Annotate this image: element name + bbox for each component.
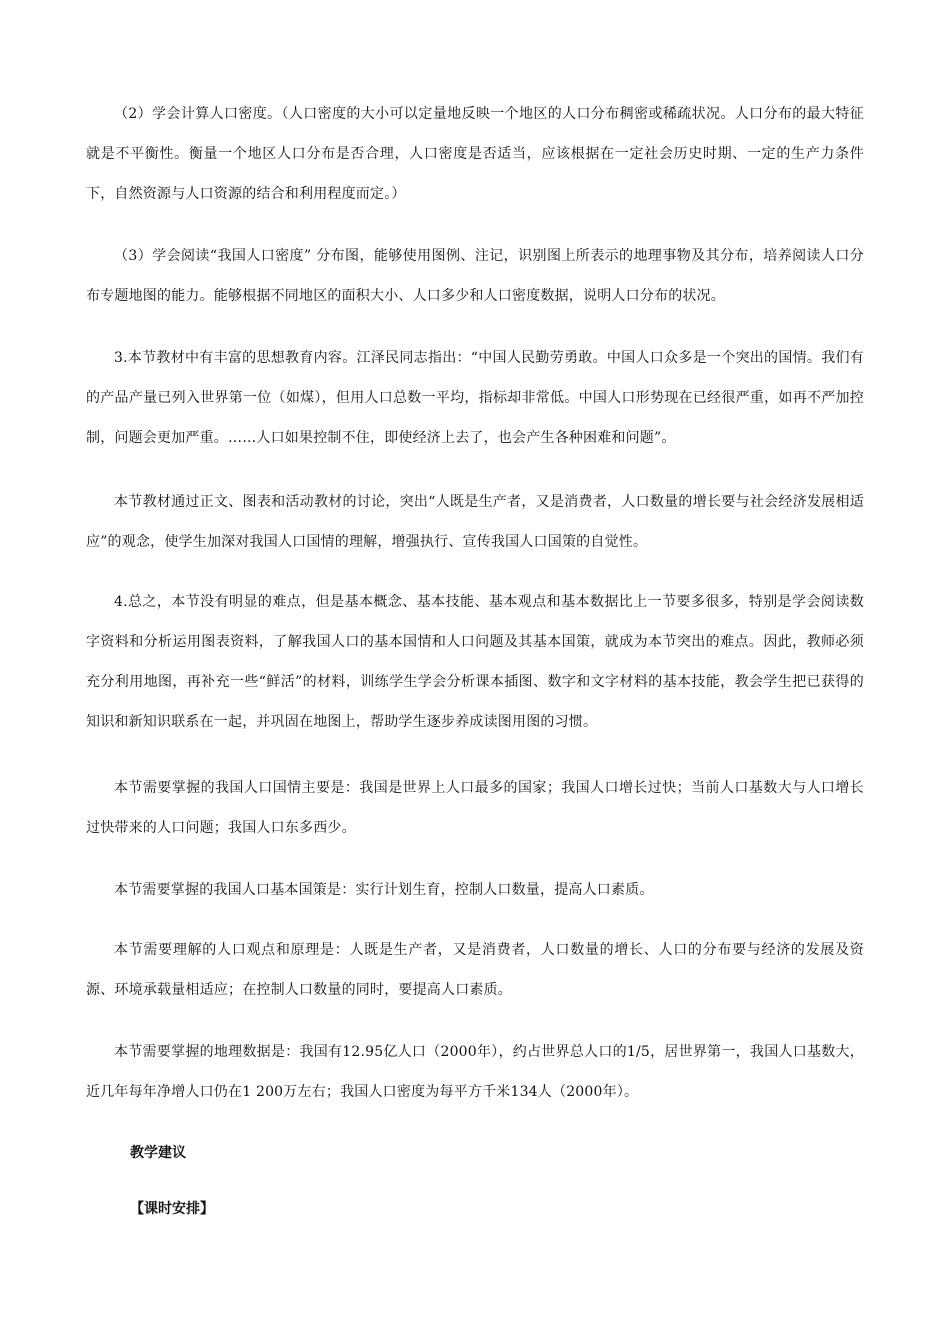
paragraph-textbook-concept: 本节教材通过正文、图表和活动教材的讨论，突出“人既是生产者，又是消费者，人口数量的增长要与社会经济发展相适应”的观念，使学生加深对我国人口国情的理解，增强执行、宣传我国人口国策的自觉性。 (86, 494, 864, 550)
heading-teaching-suggestion: 教学建议 (130, 1145, 186, 1161)
paragraph-national-conditions: 本节需要掌握的我国人口国情主要是：我国是世界上人口最多的国家；我国人口增长过快；当前人口基数大与人口增长过快带来的人口问题；我国人口东多西少。 (86, 780, 864, 836)
paragraph-population-principles: 本节需要理解的人口观点和原理是：人既是生产者，又是消费者，人口数量的增长、人口的分布要与经济的发展及资源、环境承载量相适应；在控制人口数量的同时，要提高人口素质。 (86, 942, 864, 998)
paragraph-geographic-data: 本节需要掌握的地理数据是：我国有12.95亿人口（2000年），约占世界总人口的1/5，居世界第一，我国人口基数大，近几年每年净增人口仍在1 200万左右；我国人口密度为每平方千米134人（2000年）。 (86, 1044, 864, 1100)
paragraph-ideological-education: 3.本节教材中有丰富的思想教育内容。江泽民同志指出：“中国人民勤劳勇敢。中国人口众多是一个突出的国情。我们有的产品产量已列入世界第一位（如煤），但用人口总数一平均，指标却非常低。中国人口形势现在已经很严重，如再不严加控制，问题会更加严重。……人口如果控制不住，即使经济上去了，也会产生各种困难和问题”。 (86, 350, 864, 446)
heading-class-schedule: 【课时安排】 (130, 1201, 214, 1217)
paragraph-national-policy: 本节需要掌握的我国人口基本国策是：实行计划生育，控制人口数量，提高人口素质。 (114, 882, 654, 898)
paragraph-population-density: （2）学会计算人口密度。（人口密度的大小可以定量地反映一个地区的人口分布稠密或稀疏状况。人口分布的最大特征就是不平衡性。衡量一个地区人口分布是否合理，人口密度是否适当，应该根据在一定社会历史时期、一定的生产力条件下，自然资源与人口资源的结合和利用程度而定。） (86, 106, 864, 202)
paragraph-summary-difficulties: 4.总之，本节没有明显的难点，但是基本概念、基本技能、基本观点和基本数据比上一节要多很多，特别是学会阅读数字资料和分析运用图表资料，了解我国人口的基本国情和人口问题及其基本国策，就成为本节突出的难点。因此，教师必须充分利用地图，再补充一些“鲜活”的材料，训练学生学会分析课本插图、数字和文字材料的基本技能，教会学生把已获得的知识和新知识联系在一起，并巩固在地图上，帮助学生逐步养成读图用图的习惯。 (86, 594, 864, 730)
paragraph-density-map: （3）学会阅读“我国人口密度” 分布图，能够使用图例、注记，识别图上所表示的地理事物及其分布，培养阅读人口分布专题地图的能力。能够根据不同地区的面积大小、人口多少和人口密度数据，说明人口分布的状况。 (86, 248, 864, 304)
